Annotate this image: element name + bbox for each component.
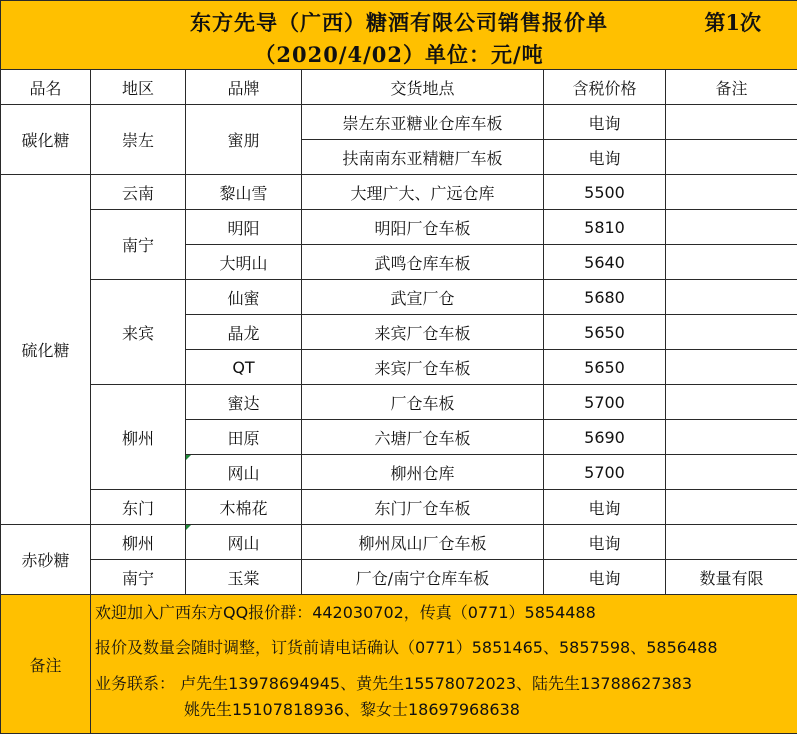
location-cell: 扶南南东亚精糖厂车板 xyxy=(302,140,544,175)
sheet-title: 东方先导（广西）糖酒有限公司销售报价单 xyxy=(190,10,609,35)
product-cell: 硫化糖 xyxy=(1,175,91,525)
qq-group-note: 欢迎加入广西东方QQ报价群：442030702，传真（0771）5854488 xyxy=(95,603,596,622)
table-row xyxy=(1,490,797,525)
brand-cell: 田原 xyxy=(186,420,302,455)
region-cell: 来宾 xyxy=(91,280,186,385)
header-location: 交货地点 xyxy=(302,70,544,105)
remark-cell xyxy=(666,245,797,280)
remark-cell xyxy=(666,175,797,210)
header-row xyxy=(1,70,797,105)
brand-cell: 网山 xyxy=(186,455,302,490)
contact-line-2: 姚先生15107818936、黎女士18697968638 xyxy=(184,700,520,719)
product-cell: 碳化糖 xyxy=(1,105,91,175)
brand-cell: 仙蜜 xyxy=(186,280,302,315)
location-cell: 厂仓/南宁仓库车板 xyxy=(302,560,544,595)
brand-cell: 蜜达 xyxy=(186,385,302,420)
brand-cell: 玉棠 xyxy=(186,560,302,595)
region-cell: 柳州 xyxy=(91,525,186,560)
remark-cell xyxy=(666,210,797,245)
table-row xyxy=(1,280,797,315)
price-cell: 5680 xyxy=(544,280,666,315)
table-row xyxy=(1,560,797,595)
remark-cell xyxy=(666,455,797,490)
notes-body xyxy=(91,595,797,734)
price-cell: 电询 xyxy=(544,490,666,525)
product-cell: 赤砂糖 xyxy=(1,525,91,595)
location-cell: 六塘厂仓车板 xyxy=(302,420,544,455)
location-cell: 柳州仓库 xyxy=(302,455,544,490)
remark-cell xyxy=(666,315,797,350)
region-cell: 云南 xyxy=(91,175,186,210)
table-row xyxy=(1,175,797,210)
price-cell: 5700 xyxy=(544,385,666,420)
header-product: 品名 xyxy=(1,70,91,105)
price-cell: 电询 xyxy=(544,560,666,595)
price-adjust-note: 报价及数量会随时调整，订货前请电话确认（0771）5851465、5857598、5856488 xyxy=(95,638,718,657)
remark-cell: 数量有限 xyxy=(666,560,797,595)
location-cell: 来宾厂仓车板 xyxy=(302,350,544,385)
price-cell: 5640 xyxy=(544,245,666,280)
notes-label: 备注 xyxy=(1,595,91,734)
region-cell: 南宁 xyxy=(91,560,186,595)
brand-cell: 蜜朋 xyxy=(186,105,302,175)
remark-cell xyxy=(666,280,797,315)
region-cell: 东门 xyxy=(91,490,186,525)
location-cell: 厂仓车板 xyxy=(302,385,544,420)
price-cell: 5810 xyxy=(544,210,666,245)
location-cell: 崇左东亚糖业仓库车板 xyxy=(302,105,544,140)
remark-cell xyxy=(666,105,797,140)
price-cell: 5650 xyxy=(544,350,666,385)
price-cell: 电询 xyxy=(544,140,666,175)
remark-cell xyxy=(666,420,797,455)
location-cell: 柳州凤山厂仓车板 xyxy=(302,525,544,560)
title-row xyxy=(1,1,797,70)
header-price: 含税价格 xyxy=(544,70,666,105)
brand-cell: 晶龙 xyxy=(186,315,302,350)
location-cell: 武鸣仓库车板 xyxy=(302,245,544,280)
remark-cell xyxy=(666,385,797,420)
header-remark: 备注 xyxy=(666,70,797,105)
header-brand: 品牌 xyxy=(186,70,302,105)
remark-cell xyxy=(666,525,797,560)
table-row xyxy=(1,210,797,245)
region-cell: 崇左 xyxy=(91,105,186,175)
location-cell: 武宣厂仓 xyxy=(302,280,544,315)
price-cell: 电询 xyxy=(544,105,666,140)
brand-cell: 大明山 xyxy=(186,245,302,280)
brand-cell: 明阳 xyxy=(186,210,302,245)
title-cell xyxy=(1,1,797,70)
location-cell: 大理广大、广远仓库 xyxy=(302,175,544,210)
brand-cell: 网山 xyxy=(186,525,302,560)
location-cell: 来宾厂仓车板 xyxy=(302,315,544,350)
region-cell: 柳州 xyxy=(91,385,186,490)
brand-cell: 黎山雪 xyxy=(186,175,302,210)
brand-cell: QT xyxy=(186,350,302,385)
remark-cell xyxy=(666,350,797,385)
region-cell: 南宁 xyxy=(91,210,186,280)
remark-cell xyxy=(666,140,797,175)
edition-label: 第1次 xyxy=(704,10,762,35)
price-cell: 5500 xyxy=(544,175,666,210)
table-row xyxy=(1,105,797,140)
price-cell: 电询 xyxy=(544,525,666,560)
brand-cell: 木棉花 xyxy=(186,490,302,525)
notes-row xyxy=(1,595,797,734)
price-cell: 5700 xyxy=(544,455,666,490)
remark-cell xyxy=(666,490,797,525)
sheet-subtitle: （2020/4/02）单位：元/吨 xyxy=(254,42,544,67)
location-cell: 明阳厂仓车板 xyxy=(302,210,544,245)
price-cell: 5650 xyxy=(544,315,666,350)
header-region: 地区 xyxy=(91,70,186,105)
location-cell: 东门厂仓车板 xyxy=(302,490,544,525)
price-cell: 5690 xyxy=(544,420,666,455)
contact-line-1: 业务联系： 卢先生13978694945、黄先生15578072023、陆先生13788627383 xyxy=(95,674,693,693)
table-row xyxy=(1,525,797,560)
table-row xyxy=(1,385,797,420)
